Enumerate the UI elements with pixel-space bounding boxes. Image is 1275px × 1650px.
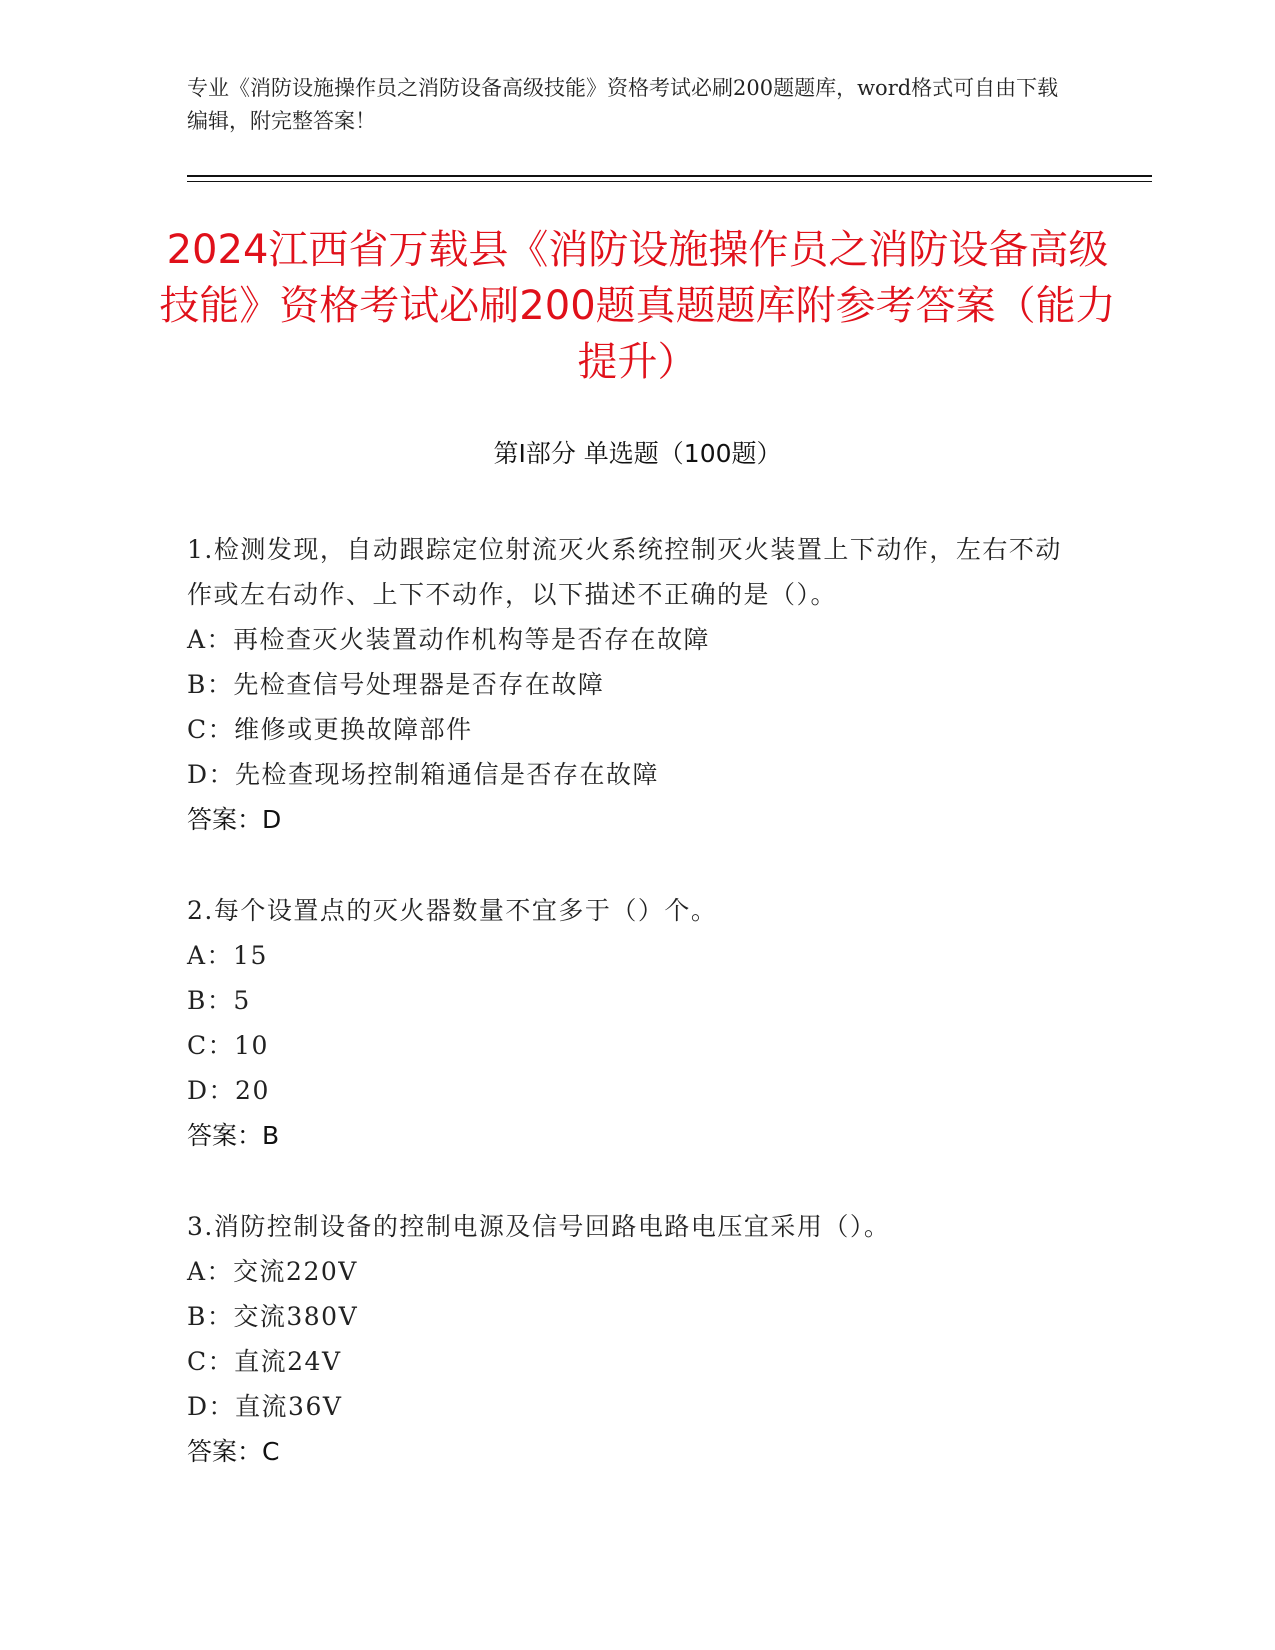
question-2 xyxy=(187,888,1087,1158)
question-3-option-b: B：交流380V xyxy=(187,1302,359,1331)
question-3-option-a: A：交流220V xyxy=(187,1257,358,1286)
document-title: 2024江西省万载县《消防设施操作员之消防设备高级技能》资格考试必刷200题真题题库附参考答案（能力提升） xyxy=(159,227,1116,385)
question-1-option-b: B：先检查信号处理器是否存在故障 xyxy=(187,670,605,699)
question-3-answer: 答案：C xyxy=(187,1437,280,1466)
question-2-option-b: B：5 xyxy=(187,986,251,1015)
header-note: 专业《消防设施操作员之消防设备高级技能》资格考试必刷200题题库，word格式可自由下载编辑，附完整答案！ xyxy=(187,76,1059,133)
question-2-text: 2.每个设置点的灭火器数量不宜多于（）个。 xyxy=(187,896,718,925)
question-1-option-c: C：维修或更换故障部件 xyxy=(187,715,473,744)
question-3-option-d: D：直流36V xyxy=(187,1392,343,1421)
question-1-option-d: D：先检查现场控制箱通信是否存在故障 xyxy=(187,760,660,789)
header-rule-top xyxy=(187,175,1152,177)
question-3 xyxy=(187,1204,1087,1474)
question-2-option-d: D：20 xyxy=(187,1076,270,1105)
question-1-text: 1.检测发现，自动跟踪定位射流灭火系统控制灭火装置上下动作，左右不动作或左右动作、上下不动作，以下描述不正确的是（）。 xyxy=(187,535,1062,609)
header-rule-bottom xyxy=(187,181,1152,182)
question-2-answer: 答案：B xyxy=(187,1121,280,1150)
section-title: 第Ⅰ部分 单选题（100题） xyxy=(493,439,782,468)
question-2-option-a: A：15 xyxy=(187,941,268,970)
question-1-answer: 答案：D xyxy=(187,805,282,834)
question-1 xyxy=(187,527,1087,842)
question-1-option-a: A：再检查灭火装置动作机构等是否存在故障 xyxy=(187,625,711,654)
question-3-text: 3.消防控制设备的控制电源及信号回路电路电压宜采用（）。 xyxy=(187,1212,891,1241)
question-list xyxy=(187,527,1087,1520)
question-2-option-c: C：10 xyxy=(187,1031,269,1060)
question-3-option-c: C：直流24V xyxy=(187,1347,342,1376)
